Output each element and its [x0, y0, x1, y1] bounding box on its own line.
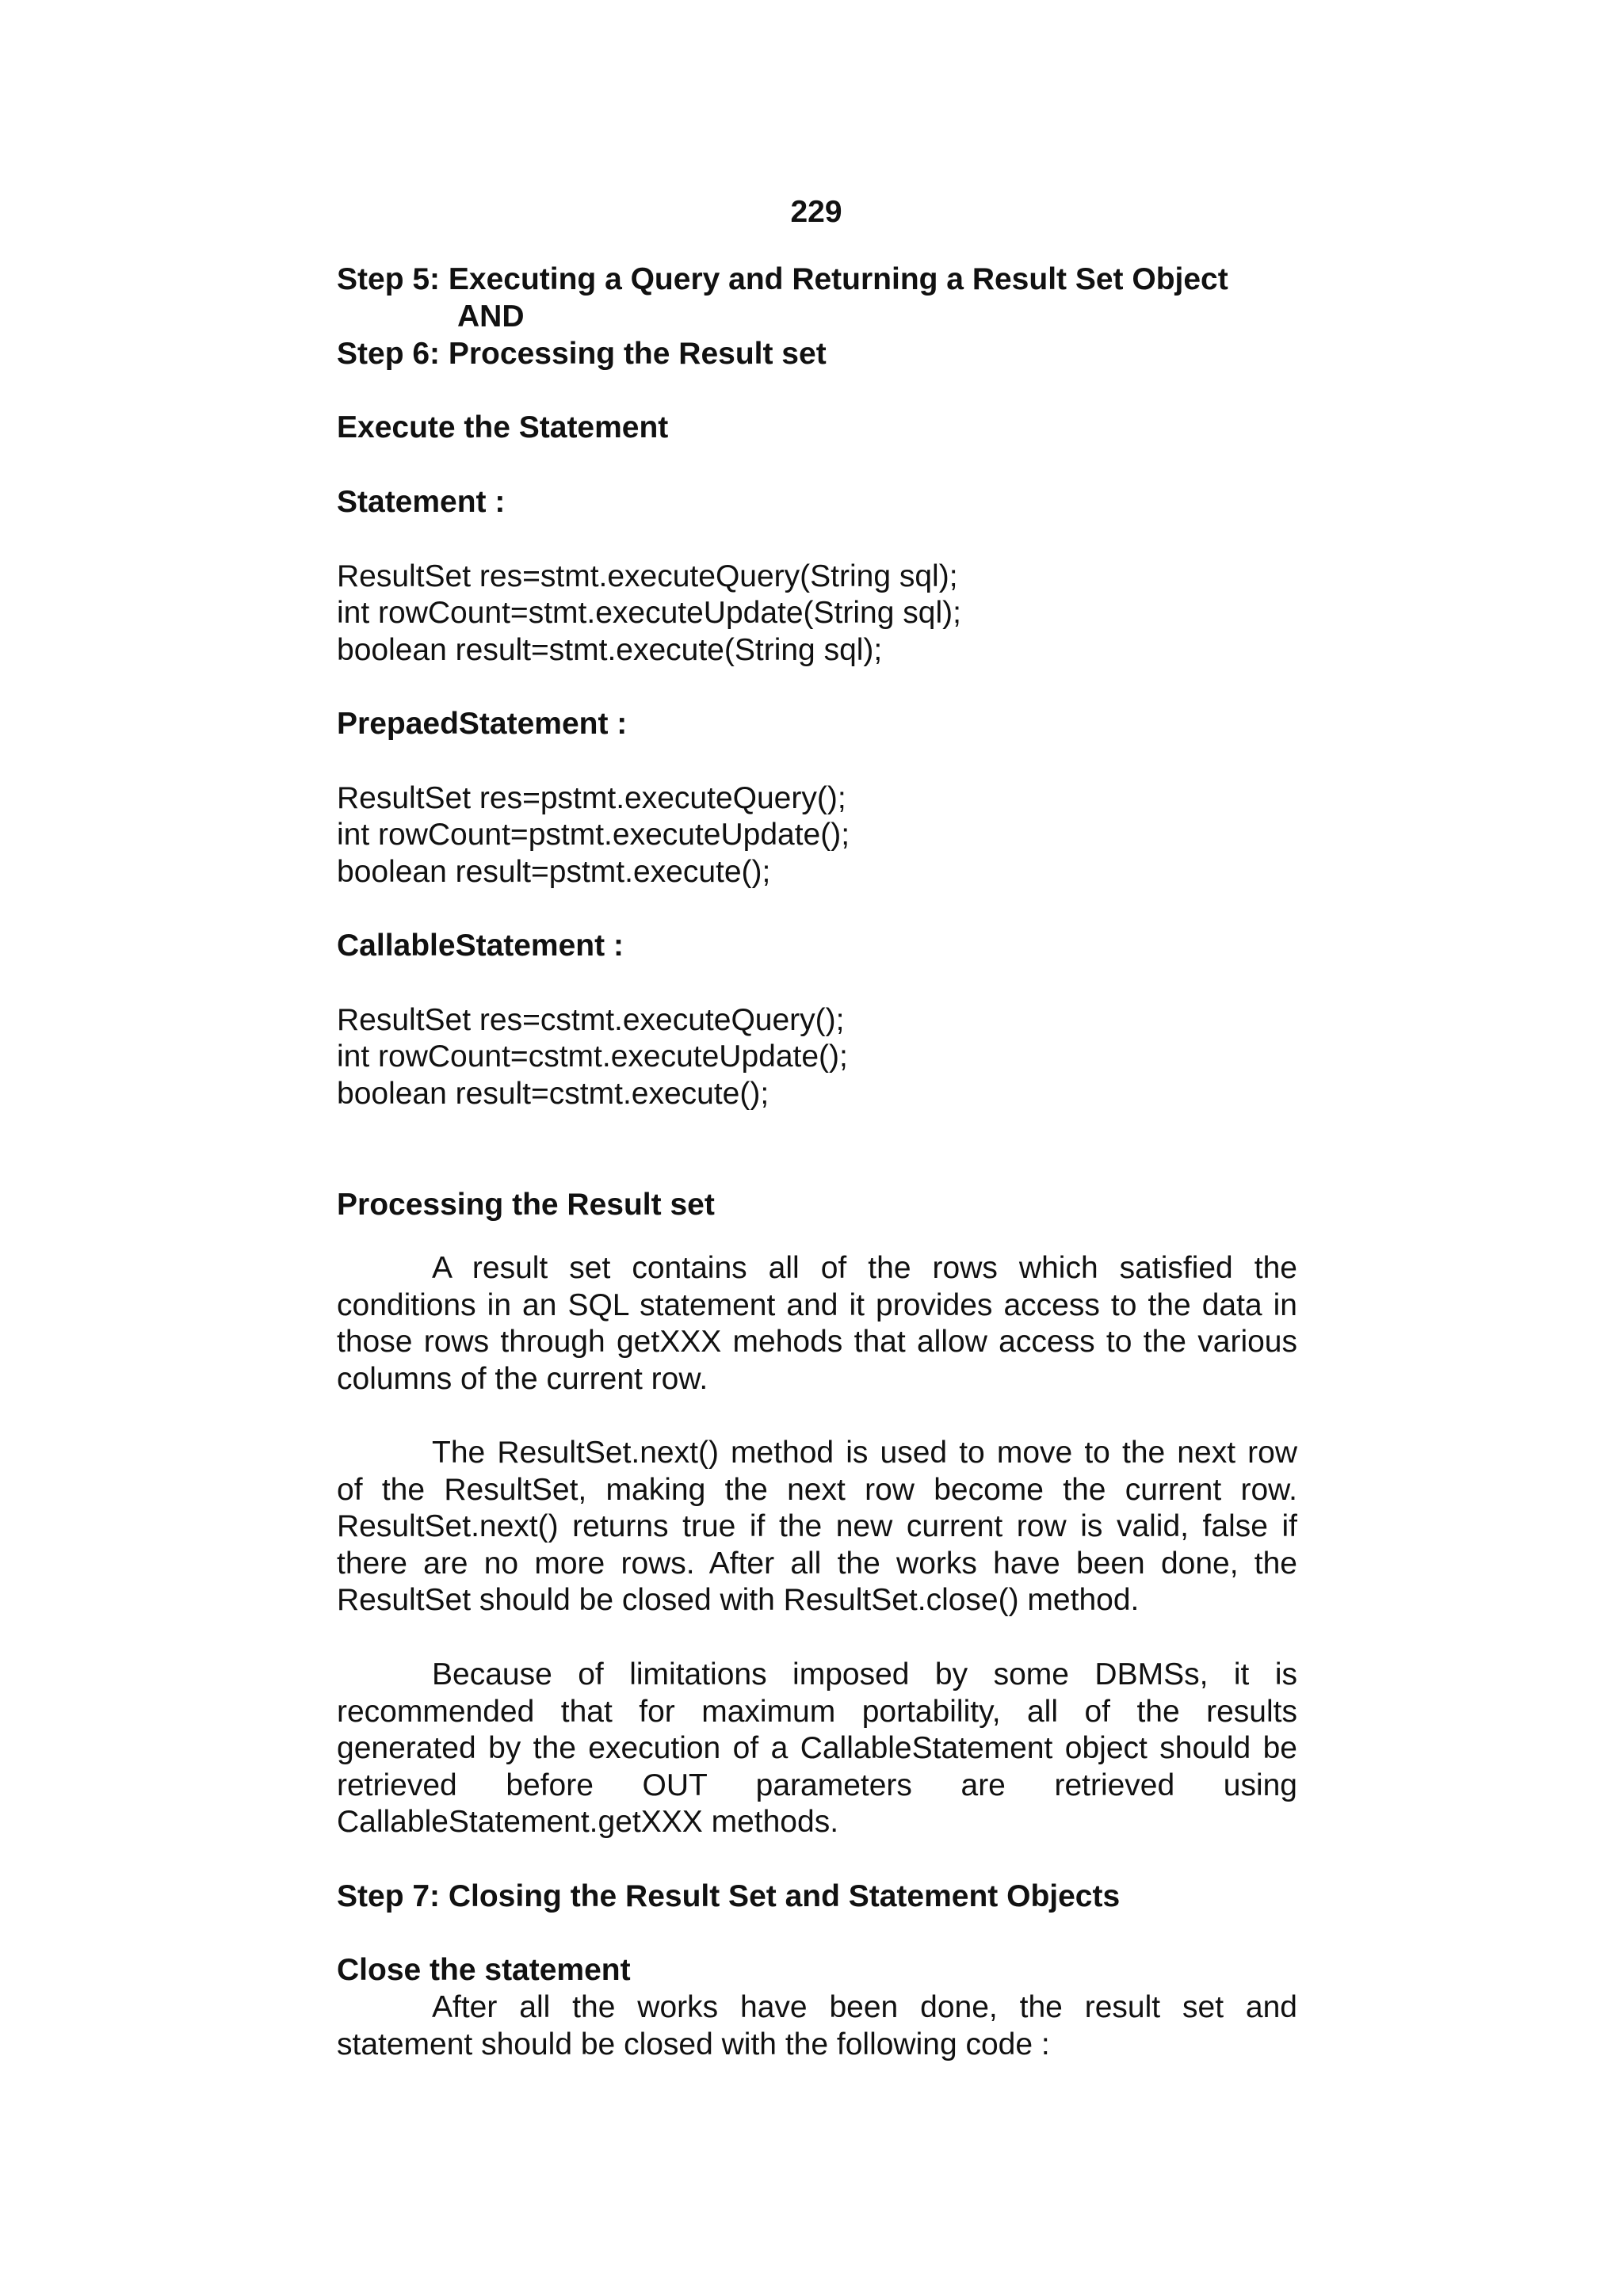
prepared-code-line: ResultSet res=pstmt.executeQuery(); [337, 781, 846, 815]
heading-step6: Step 6: Processing the Result set [337, 337, 827, 371]
statement-label: Statement : [337, 485, 506, 519]
prepared-statement-label: PrepaedStatement : [337, 707, 628, 741]
statement-code-line: boolean result=stmt.execute(String sql); [337, 633, 883, 667]
callable-code-line: int rowCount=cstmt.executeUpdate(); [337, 1039, 848, 1074]
execute-heading: Execute the Statement [337, 410, 669, 444]
processing-paragraph: Because of limitations imposed by some DBMSs, it is recommended that for maximum portability, all of the results generated by the execution of a CallableStatement object should be retrieved before OUT parameters are retrieved using CallableStatement.getXXX methods. [337, 1657, 1297, 1839]
processing-paragraph: A result set contains all of the rows which satisfied the conditions in an SQL statement and it provides access to the data in those rows through getXXX mehods that allow access to the various columns of the current row. [337, 1251, 1297, 1396]
step7-heading: Step 7: Closing the Result Set and Statement Objects [337, 1879, 1121, 1913]
statement-code-line: int rowCount=stmt.executeUpdate(String sql); [337, 596, 961, 630]
callable-statement-label: CallableStatement : [337, 929, 624, 963]
close-statement-paragraph: After all the works have been done, the result set and statement should be closed with the following code : [337, 1990, 1297, 2061]
prepared-code-line: boolean result=pstmt.execute(); [337, 855, 771, 889]
processing-paragraph: The ResultSet.next() method is used to move to the next row of the ResultSet, making the next row become the current row. ResultSet.next() returns true if the new current row is valid, false if there are no more rows. After all the works have been done, the ResultSet should be closed with ResultSet.close() method. [337, 1436, 1297, 1617]
callable-code-line: boolean result=cstmt.execute(); [337, 1077, 769, 1111]
heading-and: AND [457, 299, 525, 334]
callable-code-line: ResultSet res=cstmt.executeQuery(); [337, 1003, 845, 1037]
processing-heading: Processing the Result set [337, 1188, 715, 1222]
page-number: 229 [790, 195, 842, 229]
prepared-code-line: int rowCount=pstmt.executeUpdate(); [337, 818, 850, 852]
statement-code-line: ResultSet res=stmt.executeQuery(String sql); [337, 559, 958, 593]
close-statement-subheading: Close the statement [337, 1953, 631, 1987]
heading-step5: Step 5: Executing a Query and Returning a Result Set Object [337, 262, 1228, 296]
